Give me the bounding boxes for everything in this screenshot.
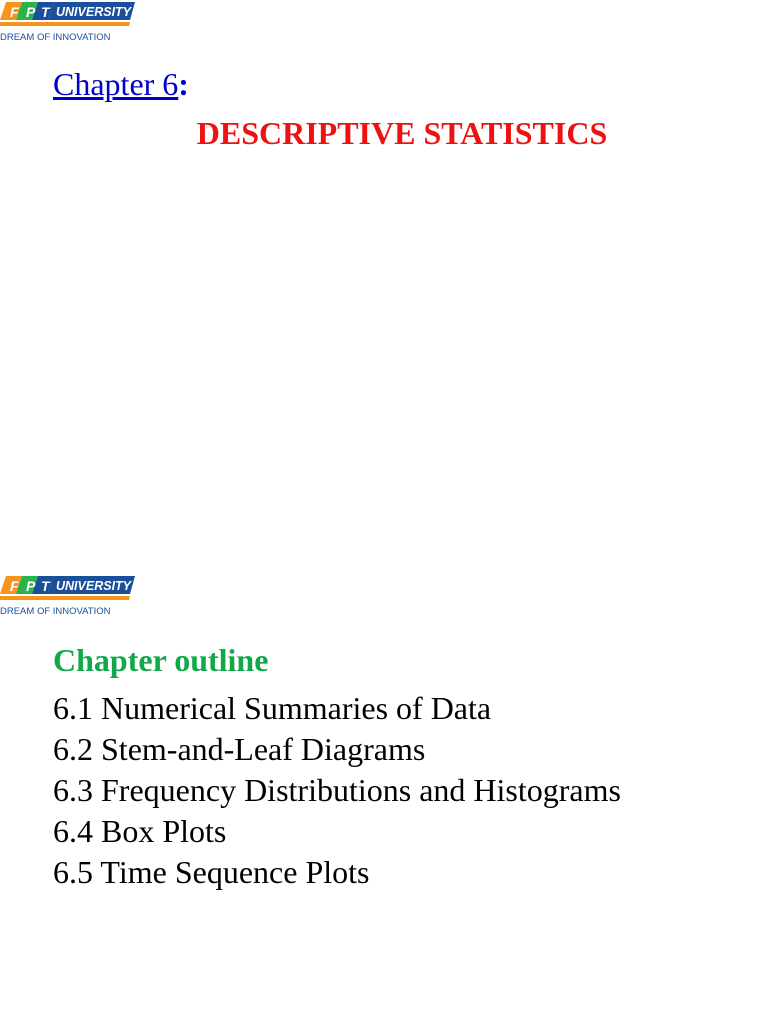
- outline-item: 6.4 Box Plots: [53, 813, 227, 849]
- logo-graphic: [0, 0, 136, 44]
- slide-outline: [0, 574, 768, 1024]
- logo-wordmark: UNIVERSITY: [56, 579, 132, 593]
- chapter-heading: [53, 64, 189, 104]
- fpt-university-logo: [0, 0, 136, 44]
- chapter-title: DESCRIPTIVE STATISTICS: [196, 115, 608, 151]
- logo-letter-t: T: [41, 4, 50, 20]
- logo-stripe: [0, 22, 130, 26]
- logo-tagline: DREAM OF INNOVATION: [0, 606, 111, 617]
- logo-letter-t: T: [41, 578, 50, 594]
- logo-letter-f: F: [10, 4, 19, 20]
- outline-item: 6.2 Stem-and-Leaf Diagrams: [53, 731, 426, 767]
- outline-list: [53, 688, 621, 893]
- logo-graphic: [0, 574, 136, 618]
- outline-item: 6.5 Time Sequence Plots: [53, 854, 370, 890]
- logo-tagline: DREAM OF INNOVATION: [0, 32, 111, 43]
- logo-letter-f: F: [10, 578, 19, 594]
- logo-letter-p: P: [26, 4, 36, 20]
- outline-item: 6.1 Numerical Summaries of Data: [53, 690, 492, 726]
- logo-wordmark: UNIVERSITY: [56, 5, 132, 19]
- chapter-link[interactable]: Chapter 6: [53, 66, 179, 102]
- fpt-university-logo: [0, 574, 136, 618]
- chapter-colon: :: [178, 66, 189, 102]
- logo-letter-p: P: [26, 578, 36, 594]
- outline-item: 6.3 Frequency Distributions and Histograms: [53, 772, 621, 808]
- logo-stripe: [0, 596, 130, 600]
- outline-heading: Chapter outline: [53, 642, 269, 678]
